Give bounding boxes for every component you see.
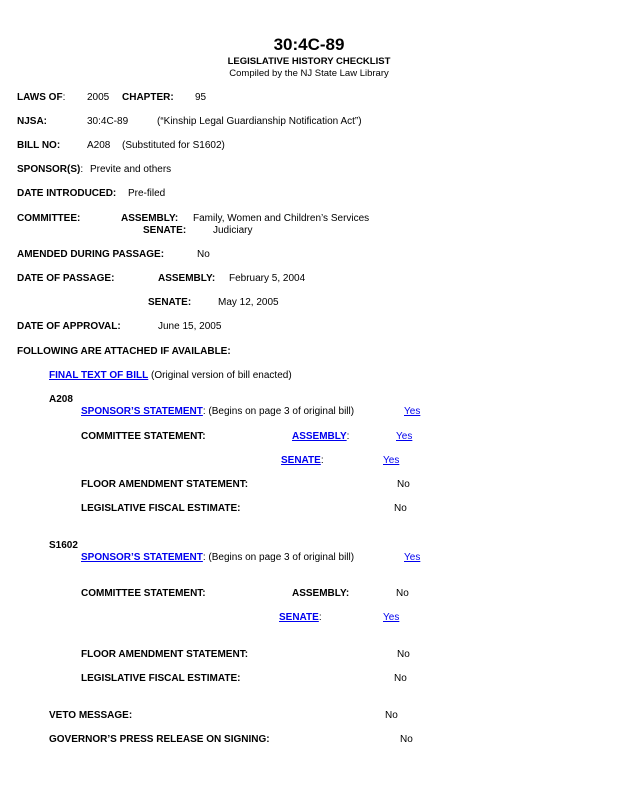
veto-message-value: No: [385, 710, 398, 721]
date-of-passage-label: DATE OF PASSAGE:: [17, 273, 115, 284]
passage-assembly-value: February 5, 2004: [229, 273, 306, 284]
sponsors-row: [17, 164, 83, 175]
page-title: 30:4C-89: [273, 35, 345, 54]
s1602-floor-amendment-value: No: [397, 649, 410, 660]
a208-assembly-colon: :: [346, 431, 350, 442]
press-release-label: GOVERNOR’S PRESS RELEASE ON SIGNING:: [49, 734, 270, 745]
s1602-senate-row: [279, 612, 322, 623]
committee-assembly-label: ASSEMBLY:: [121, 213, 179, 224]
a208-sponsor-yes-link[interactable]: Yes: [404, 406, 421, 417]
s1602-sponsor-statement-link[interactable]: SPONSOR’S STATEMENT: [81, 552, 203, 563]
s1602-assembly-label: ASSEMBLY:: [292, 588, 350, 599]
laws-of-label: LAWS OF: [17, 92, 63, 103]
s1602-fiscal-estimate-value: No: [394, 673, 407, 684]
laws-of-year: 2005: [87, 92, 110, 103]
page-subtitle: LEGISLATIVE HISTORY CHECKLIST: [227, 56, 391, 67]
final-text-note: (Original version of bill enacted): [148, 370, 292, 381]
a208-sponsor-statement-link[interactable]: SPONSOR’S STATEMENT: [81, 406, 203, 417]
a208-senate-row: [281, 455, 324, 466]
final-text-link[interactable]: FINAL TEXT OF BILL: [49, 370, 149, 381]
laws-of-row: [17, 92, 65, 103]
chapter-value: 95: [195, 92, 207, 103]
date-of-approval-value: June 15, 2005: [158, 321, 222, 332]
a208-sponsor-row: [81, 406, 354, 417]
s1602-heading: S1602: [49, 540, 78, 551]
s1602-sponsor-row: [81, 552, 354, 563]
passage-senate-label: SENATE:: [148, 297, 192, 308]
a208-floor-amendment-value: No: [397, 479, 410, 490]
s1602-assembly-value: No: [396, 588, 409, 599]
a208-heading: A208: [49, 394, 73, 405]
press-release-value: No: [400, 734, 413, 745]
s1602-senate-colon: :: [318, 612, 322, 623]
a208-assembly-yes-link[interactable]: Yes: [396, 431, 413, 442]
amended-value: No: [197, 249, 210, 260]
bill-no-note: (Substituted for S1602): [122, 140, 225, 151]
date-introduced-label: DATE INTRODUCED:: [17, 188, 117, 199]
s1602-committee-label: COMMITTEE STATEMENT:: [81, 588, 206, 599]
s1602-senate-link[interactable]: SENATE: [279, 612, 319, 623]
a208-senate-link[interactable]: SENATE: [281, 455, 321, 466]
a208-assembly-link[interactable]: ASSEMBLY: [292, 431, 347, 442]
attached-heading: FOLLOWING ARE ATTACHED IF AVAILABLE:: [17, 346, 231, 357]
bill-no-label: BILL NO:: [17, 140, 61, 151]
a208-senate-yes-link[interactable]: Yes: [383, 455, 400, 466]
a208-floor-amendment-label: FLOOR AMENDMENT STATEMENT:: [81, 479, 249, 490]
a208-fiscal-estimate-value: No: [394, 503, 407, 514]
final-text-row: [49, 370, 292, 381]
njsa-value: 30:4C-89: [87, 116, 129, 127]
sponsors-label: SPONSOR(S): [17, 164, 81, 175]
compiled-by: Compiled by the NJ State Law Library: [229, 68, 389, 79]
sponsors-value: Previte and others: [90, 164, 172, 175]
date-of-approval-label: DATE OF APPROVAL:: [17, 321, 121, 332]
passage-assembly-label: ASSEMBLY:: [158, 273, 216, 284]
committee-label: COMMITTEE:: [17, 213, 81, 224]
bill-no-value: A208: [87, 140, 111, 151]
amended-label: AMENDED DURING PASSAGE:: [17, 249, 165, 260]
a208-committee-label: COMMITTEE STATEMENT:: [81, 431, 206, 442]
s1602-fiscal-estimate-label: LEGISLATIVE FISCAL ESTIMATE:: [81, 673, 241, 684]
laws-of-colon: :: [62, 92, 66, 103]
s1602-senate-yes-link[interactable]: Yes: [383, 612, 400, 623]
committee-assembly-value: Family, Women and Children’s Services: [193, 213, 370, 224]
s1602-sponsor-note: : (Begins on page 3 of original bill): [202, 552, 355, 563]
a208-assembly-row: [292, 431, 349, 442]
a208-senate-colon: :: [320, 455, 324, 466]
committee-senate-label: SENATE:: [143, 225, 187, 236]
chapter-label: CHAPTER:: [122, 92, 174, 103]
s1602-sponsor-yes-link[interactable]: Yes: [404, 552, 421, 563]
njsa-label: NJSA:: [17, 116, 48, 127]
date-introduced-value: Pre-filed: [128, 188, 166, 199]
veto-message-label: VETO MESSAGE:: [49, 710, 133, 721]
sponsors-colon: :: [80, 164, 84, 175]
a208-sponsor-note: : (Begins on page 3 of original bill): [202, 406, 355, 417]
njsa-title: (“Kinship Legal Guardianship Notification Act”): [157, 116, 362, 127]
passage-senate-value: May 12, 2005: [218, 297, 279, 308]
s1602-floor-amendment-label: FLOOR AMENDMENT STATEMENT:: [81, 649, 249, 660]
committee-senate-value: Judiciary: [213, 225, 253, 236]
a208-fiscal-estimate-label: LEGISLATIVE FISCAL ESTIMATE:: [81, 503, 241, 514]
